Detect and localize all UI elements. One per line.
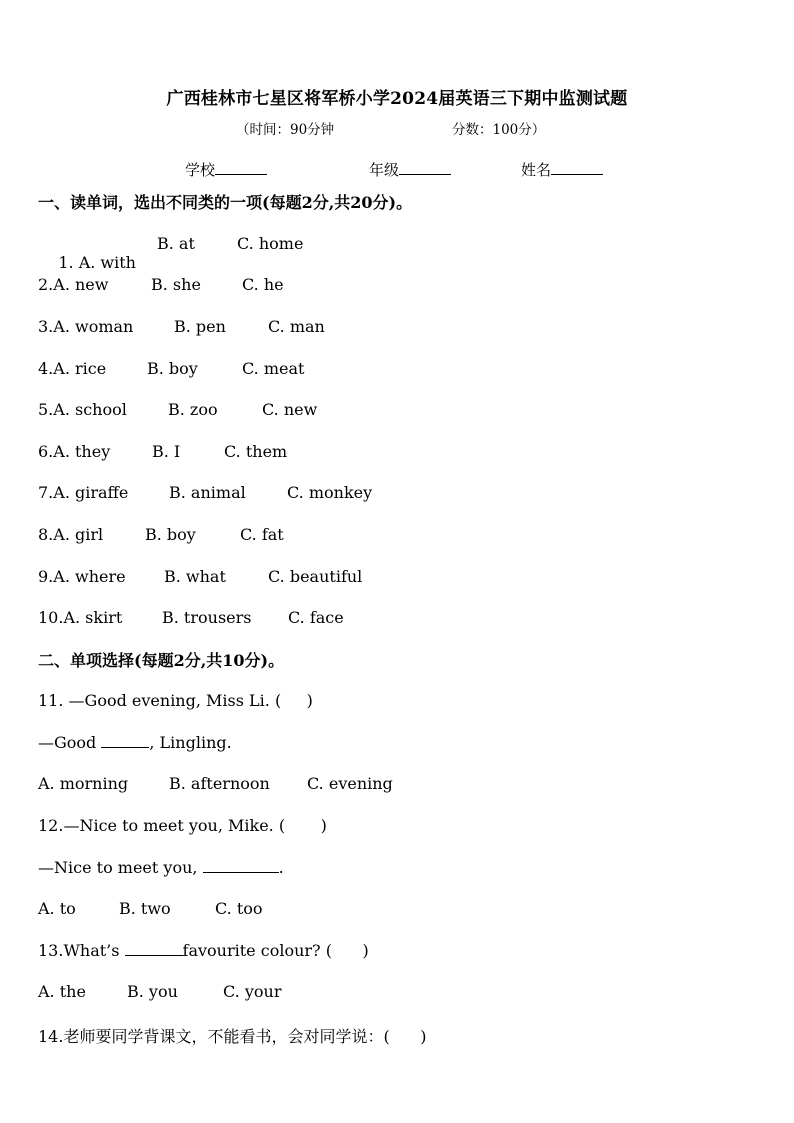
q14-stem: 14.老师要同学背课文，不能看书，会对同学说：( ) [38, 1027, 427, 1046]
q4-option-a: 4.A. rice [38, 359, 107, 378]
q11-answer-blank[interactable] [101, 733, 149, 748]
q13-answer-blank[interactable] [125, 941, 183, 956]
q7-option-c: C. monkey [287, 483, 373, 502]
school-blank[interactable] [215, 160, 267, 175]
exam-time: （时间：90分钟 [236, 122, 335, 138]
q11-option-a: A. morning [38, 774, 129, 793]
q9-option-c: C. beautiful [268, 567, 363, 586]
q1-option-b: B. at [157, 234, 195, 253]
q7-option-a: 7.A. giraffe [38, 483, 129, 502]
q13-option-c: C. your [223, 982, 282, 1001]
q12-stem: 12.—Nice to meet you, Mike. ( ) [38, 816, 327, 835]
q2-option-c: C. he [242, 275, 284, 294]
q11-option-b: B. afternoon [169, 774, 270, 793]
q13-stem-end: favourite colour? ( ) [182, 941, 369, 960]
q2-option-b: B. she [151, 275, 201, 294]
q8-option-a: 8.A. girl [38, 525, 104, 544]
q12-answer-blank[interactable] [203, 858, 279, 873]
q9-option-a: 9.A. where [38, 567, 126, 586]
q8-option-b: B. boy [145, 525, 196, 544]
grade-field [369, 159, 451, 180]
q4-option-c: C. meat [242, 359, 305, 378]
q11-reply [38, 733, 232, 752]
q9-option-b: B. what [164, 567, 226, 586]
q12-option-c: C. too [215, 899, 263, 918]
page-title: 广西桂林市七星区将军桥小学2024届英语三下期中监测试题 [166, 89, 628, 109]
q3-option-b: B. pen [174, 317, 226, 336]
grade-blank[interactable] [399, 160, 451, 175]
q3-option-c: C. man [268, 317, 325, 336]
section2-heading: 二、单项选择(每题2分,共10分)。 [38, 651, 285, 670]
q13-option-b: B. you [127, 982, 178, 1001]
name-label: 姓名 [521, 161, 552, 179]
q4-option-b: B. boy [147, 359, 198, 378]
q8-option-c: C. fat [240, 525, 284, 544]
q11-reply-start: —Good [38, 733, 102, 752]
q5-option-a: 5.A. school [38, 400, 127, 419]
q5-option-c: C. new [262, 400, 318, 419]
q11-stem: 11. —Good evening, Miss Li. ( ) [38, 691, 313, 710]
q7-option-b: B. animal [169, 483, 246, 502]
q3-option-a: 3.A. woman [38, 317, 134, 336]
exam-score: 分数：100分） [452, 122, 546, 138]
q10-option-c: C. face [288, 608, 344, 627]
q6-option-c: C. them [224, 442, 288, 461]
q6-option-a: 6.A. they [38, 442, 111, 461]
q12-option-a: A. to [38, 899, 76, 918]
q11-reply-end: , Lingling. [149, 733, 232, 752]
name-field [521, 159, 603, 180]
q10-option-b: B. trousers [162, 608, 252, 627]
q2-option-a: 2.A. new [38, 275, 109, 294]
q12-reply-start: —Nice to meet you, [38, 858, 203, 877]
q12-option-b: B. two [119, 899, 171, 918]
q1-option-a: 1. A. with [58, 253, 136, 272]
q13-stem [38, 941, 369, 960]
q12-reply-end: . [278, 858, 284, 877]
section1-heading: 一、读单词，选出不同类的一项(每题2分,共20分)。 [38, 193, 413, 212]
name-blank[interactable] [551, 160, 603, 175]
q13-stem-start: 13.What’s [38, 941, 125, 960]
q12-reply [38, 858, 284, 877]
q5-option-b: B. zoo [168, 400, 218, 419]
q10-option-a: 10.A. skirt [38, 608, 123, 627]
school-label: 学校 [185, 161, 216, 179]
q13-option-a: A. the [38, 982, 86, 1001]
school-field [185, 159, 267, 180]
q11-option-c: C. evening [307, 774, 393, 793]
q1-option-c: C. home [237, 234, 304, 253]
q6-option-b: B. I [152, 442, 181, 461]
grade-label: 年级 [369, 161, 400, 179]
